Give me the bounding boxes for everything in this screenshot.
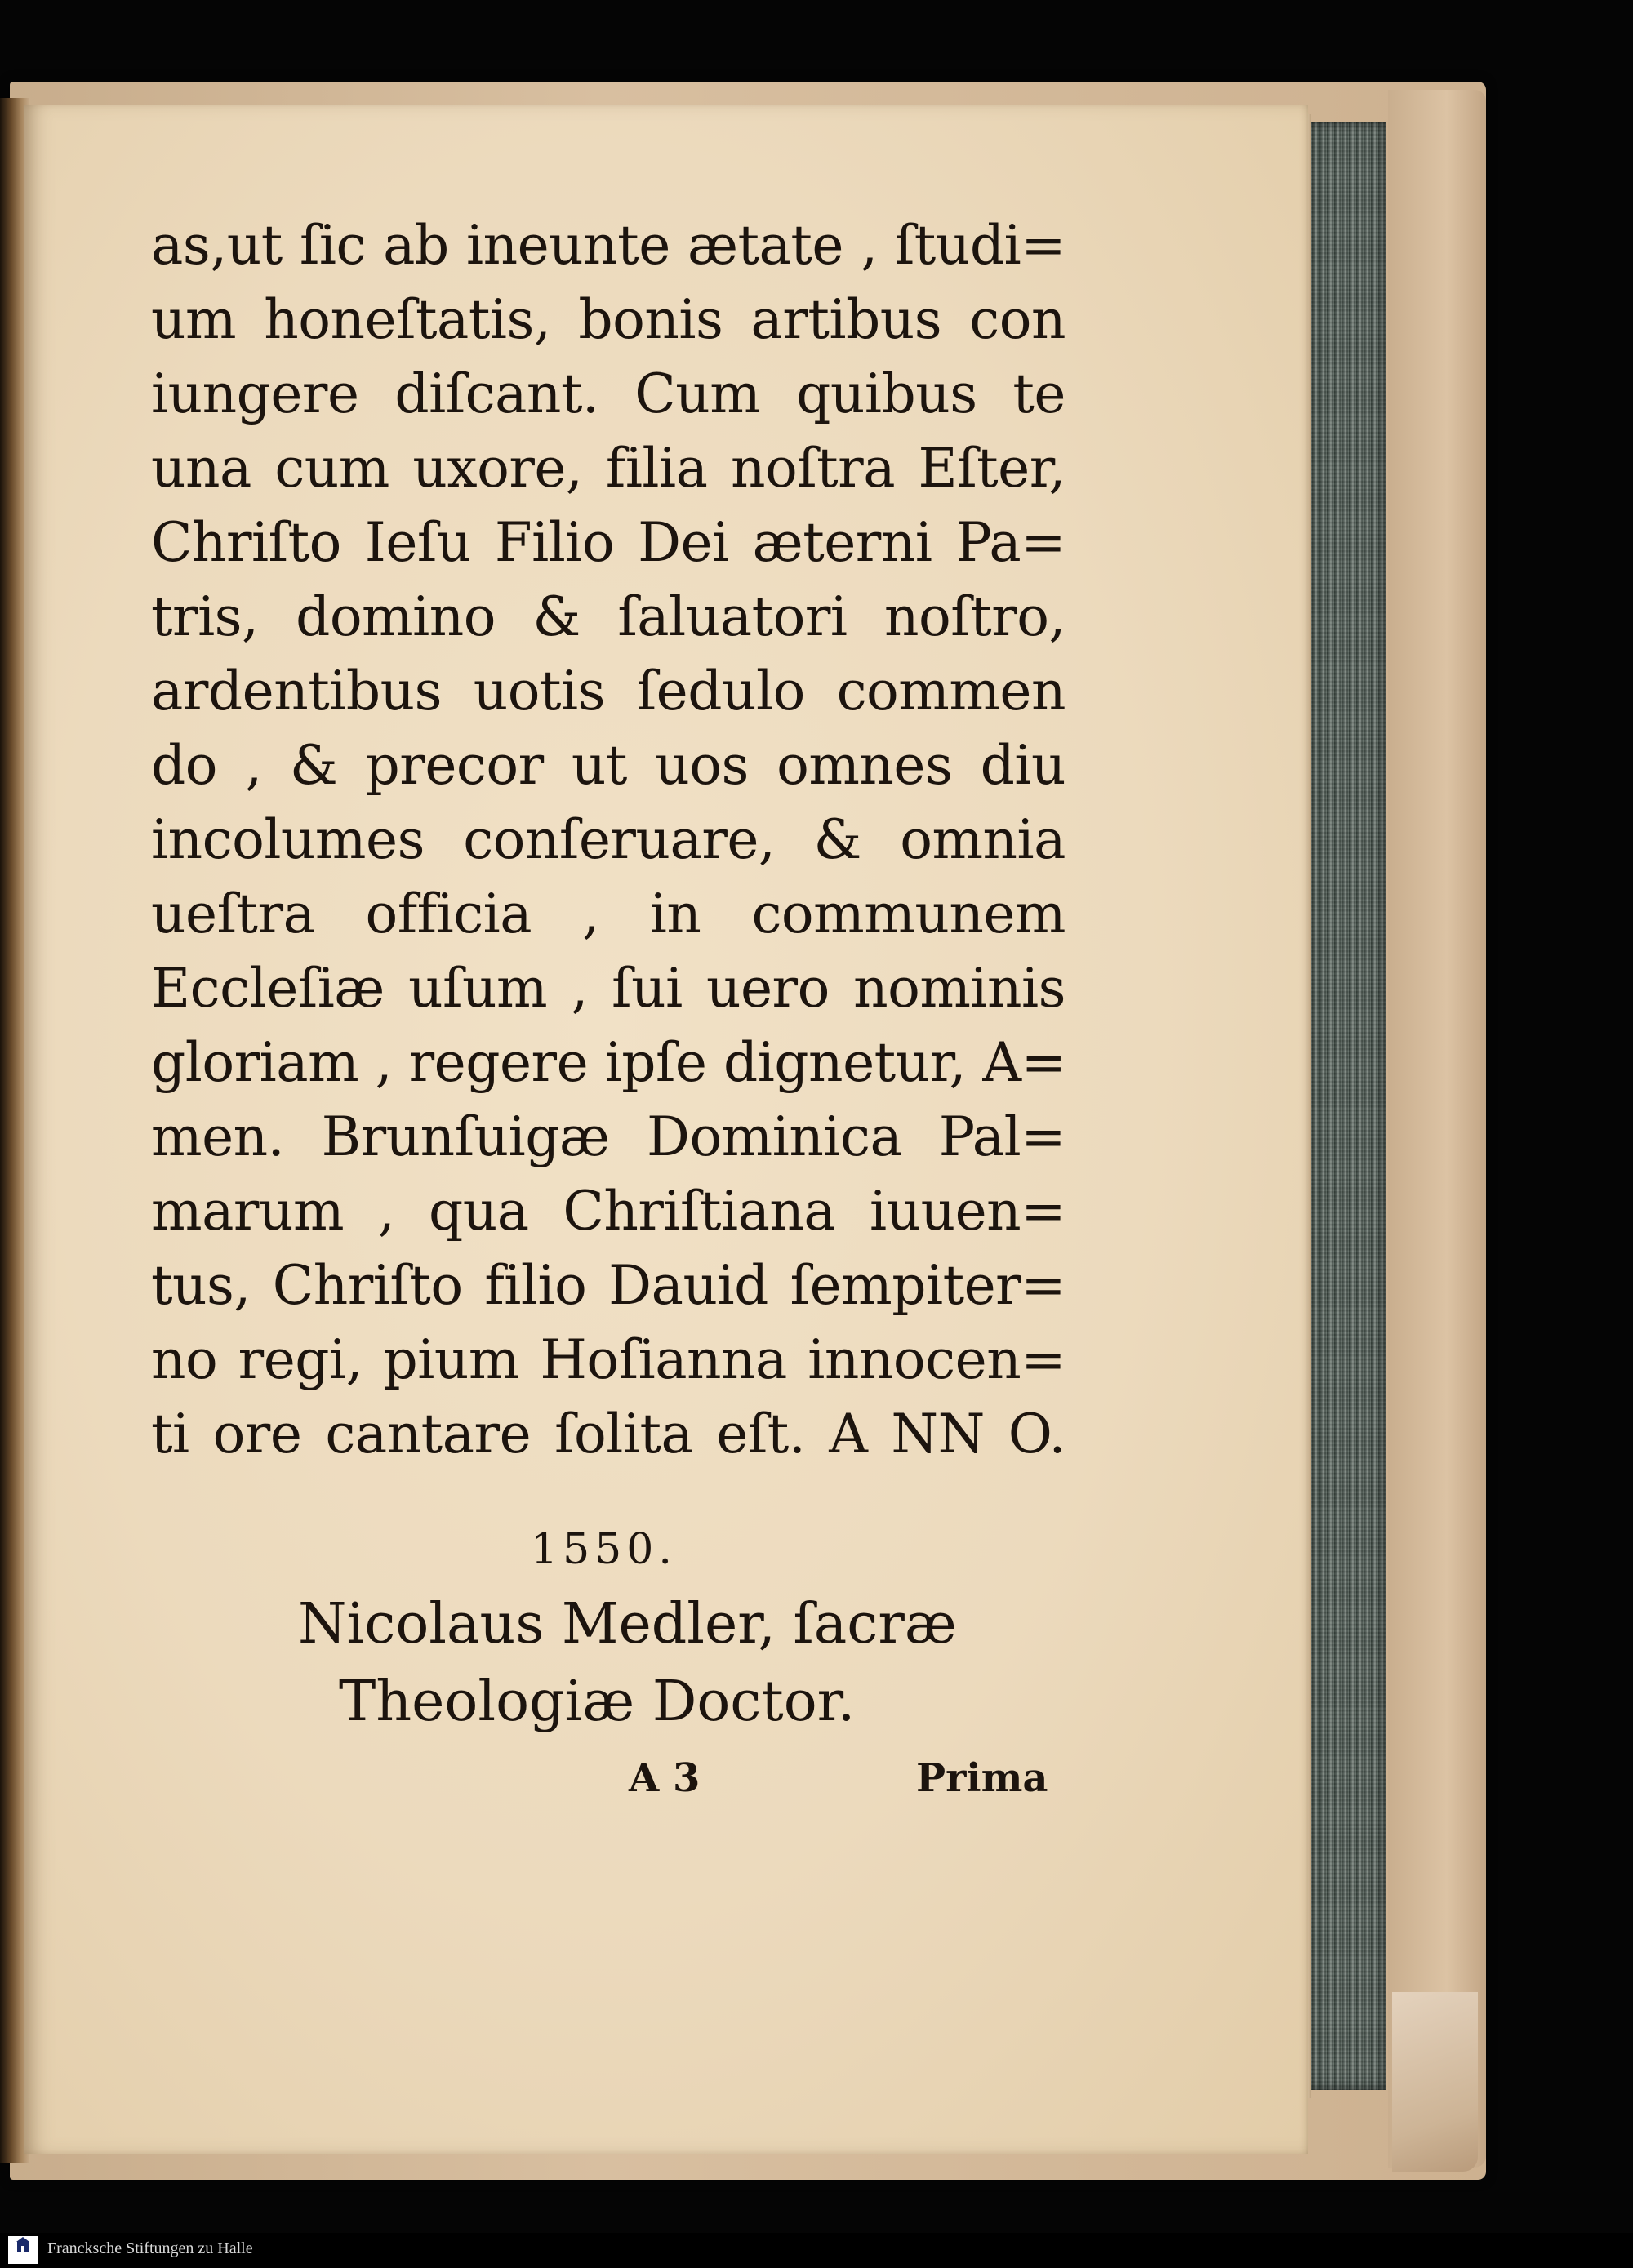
- footer-label: Francksche Stiftungen zu Halle: [47, 2239, 253, 2257]
- text-line: marum , qua Chriſtiana iuuen=: [151, 1180, 1066, 1243]
- text-line: ardentibus uotis ſedulo commen: [151, 660, 1066, 723]
- text-line: iungere diſcant. Cum quibus te: [151, 362, 1066, 425]
- book-cover-corner: [1392, 1992, 1478, 2172]
- book-cover-fore-edge: [1388, 90, 1486, 2168]
- text-line: do , & precor ut uos omnes diu: [151, 734, 1066, 797]
- year: 1550.: [531, 1525, 677, 1574]
- author-title-line: Theologiæ Doctor.: [339, 1670, 856, 1734]
- author-line: Nicolaus Medler, ſacræ: [298, 1592, 957, 1657]
- text-line: as,ut ſic ab ineunte ætate , ſtudi=: [151, 214, 1066, 277]
- page-edges-block: [1305, 122, 1386, 2090]
- text-line: Eccleſiæ uſum , ſui uero nominis: [151, 957, 1066, 1020]
- catchword: Prima: [916, 1755, 1048, 1801]
- signature-mark: A 3: [629, 1755, 701, 1801]
- body-text: [151, 208, 1066, 1471]
- text-line: men. Brunſuigæ Dominica Pal=: [151, 1105, 1066, 1168]
- text-line: incolumes conſeruare, & omnia: [151, 808, 1066, 871]
- text-line: una cum uxore, filia noſtra Eſter,: [151, 437, 1066, 500]
- text-line: ueſtra officia , in communem: [151, 883, 1066, 945]
- text-line: tris, domino & ſaluatori noſtro,: [151, 585, 1066, 648]
- text-line: ti ore cantare ſolita eſt. A NN O.: [151, 1403, 1066, 1465]
- text-line: no regi, pium Hoſianna innocen=: [151, 1328, 1066, 1391]
- text-line: tus, Chriſto filio Dauid ſempiter=: [151, 1254, 1066, 1317]
- francke-foundation-logo-icon: [8, 2236, 38, 2264]
- footer-bar: [0, 2233, 1633, 2268]
- text-line: gloriam , regere ipſe dignetur, A=: [151, 1031, 1066, 1094]
- text-line: um honeſtatis, bonis artibus con: [151, 288, 1066, 351]
- text-line: Chriſto Ieſu Filio Dei æterni Pa=: [151, 511, 1066, 574]
